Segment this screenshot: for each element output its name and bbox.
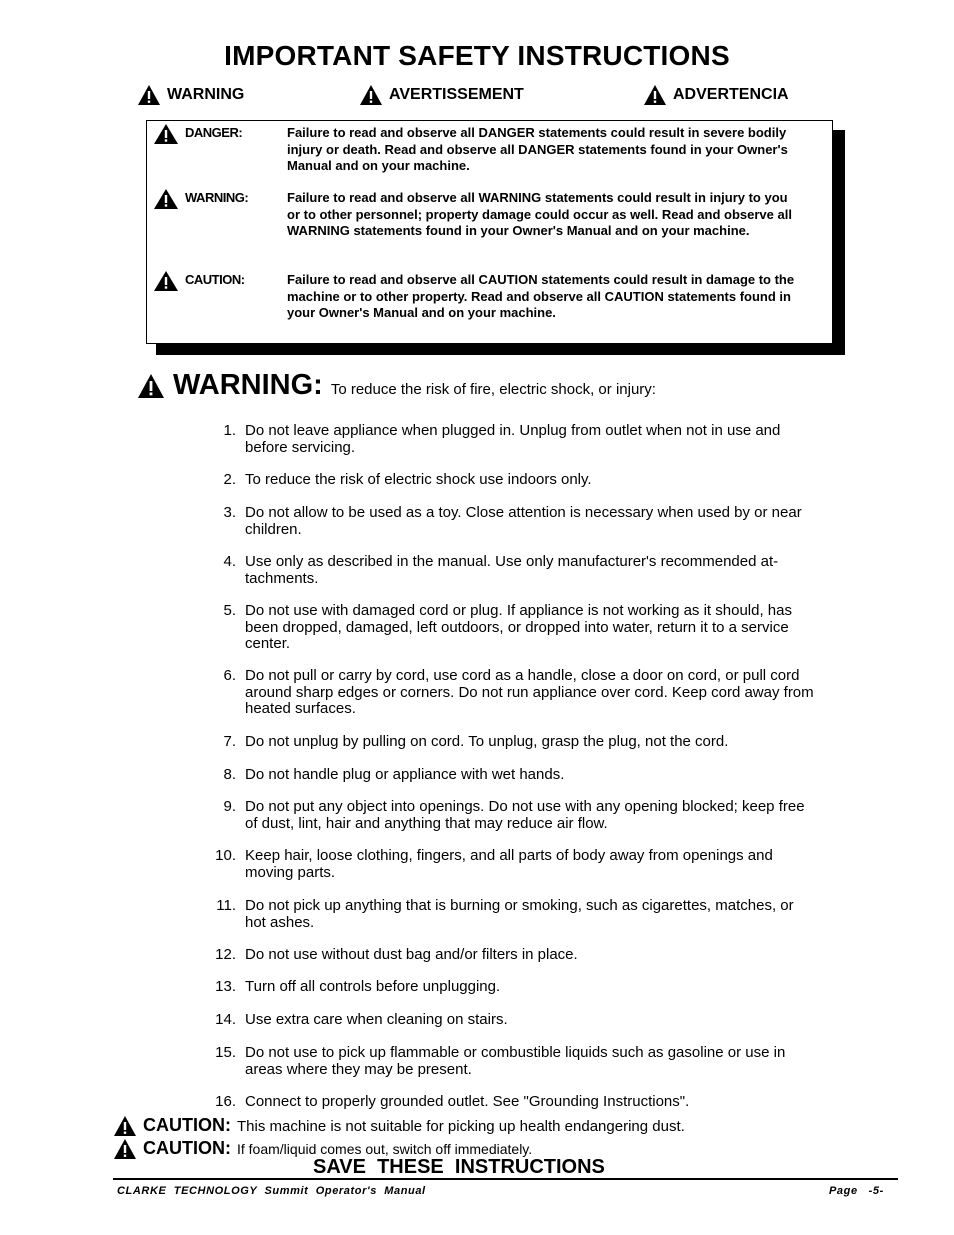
item-text: Keep hair, loose clothing, fingers, and all parts of body away from openings and moving parts. xyxy=(245,847,773,881)
warning-triangle-icon xyxy=(113,1138,137,1160)
warning-triangle-icon xyxy=(153,123,179,145)
item-number: 13. xyxy=(215,978,236,995)
item-text: Use extra care when cleaning on stairs. xyxy=(245,1011,508,1028)
item-number: 9. xyxy=(223,798,236,815)
item-number: 4. xyxy=(223,553,236,570)
item-number: 5. xyxy=(223,602,236,619)
item-number: 14. xyxy=(215,1011,236,1028)
item-number: 6. xyxy=(223,667,236,684)
item-text: Do not leave appliance when plugged in. Unplug from outlet when not in use and before servicing. xyxy=(245,422,781,456)
warning-heading-label: WARNING: xyxy=(173,369,323,401)
header-warning-label: WARNING xyxy=(167,86,245,103)
item-number: 12. xyxy=(215,946,236,963)
footer-left: CLARKE TECHNOLOGY Summit Operator's Manual xyxy=(117,1185,426,1197)
item-number: 16. xyxy=(215,1093,236,1110)
item-text: Do not handle plug or appliance with wet hands. xyxy=(245,766,565,783)
danger-text: Failure to read and observe all DANGER statements could result in severe bodily injury or death. Read and observe all DANGER statements found in your Owner's Manual and on your machine. xyxy=(287,125,788,173)
item-number: 8. xyxy=(223,766,236,783)
definitions-box xyxy=(146,120,833,344)
item-text: Use only as described in the manual. Use only manufacturer's recommended at-tachments. xyxy=(245,553,779,587)
header-advertencia xyxy=(643,84,789,106)
warning-label: WARNING: xyxy=(185,190,249,205)
caution-label: CAUTION: xyxy=(143,1138,231,1158)
caution-text: If foam/liquid comes out, switch off immediately. xyxy=(237,1141,533,1157)
item-text: Do not use without dust bag and/or filters in place. xyxy=(245,946,578,963)
danger-label: DANGER: xyxy=(185,125,243,140)
item-number: 15. xyxy=(215,1044,236,1061)
caution-text: Failure to read and observe all CAUTION statements could result in damage to the machine or to other property. Read and observe all CAUTION statements found in your Owner's Manual and on your machine. xyxy=(287,272,795,320)
caution-label: CAUTION: xyxy=(185,272,245,287)
item-text: Do not put any object into openings. Do not use with any opening blocked; keep free of dust, lint, hair and anything that may reduce air flow. xyxy=(245,798,805,832)
item-text: Connect to properly grounded outlet. See "Grounding Instructions". xyxy=(245,1093,690,1110)
header-warning xyxy=(137,84,244,106)
item-number: 1. xyxy=(223,422,236,439)
item-text: Do not pull or carry by cord, use cord as a handle, close a door on cord, or pull cord around sharp edges or corners. Do not run appliance over cord. Keep cord away from heated surfaces. xyxy=(245,667,814,717)
item-number: 10. xyxy=(215,847,236,864)
item-text: Do not pick up anything that is burning or smoking, such as cigarettes, matches, or hot ashes. xyxy=(245,897,794,931)
caution-label: CAUTION: xyxy=(143,1115,231,1135)
item-text: Turn off all controls before unplugging. xyxy=(245,978,501,995)
item-text: Do not use with damaged cord or plug. If appliance is not working as it should, has been dropped, damaged, left outdoors, or dropped into water, return it to a service center. xyxy=(245,602,792,652)
warning-triangle-icon xyxy=(153,270,179,292)
warning-heading-text: To reduce the risk of fire, electric shock, or injury: xyxy=(330,381,656,398)
item-number: 7. xyxy=(223,733,236,750)
caution-text: This machine is not suitable for picking up health endangering dust. xyxy=(237,1118,685,1135)
warning-triangle-icon xyxy=(359,84,383,106)
header-avertissement-label: AVERTISSEMENT xyxy=(389,86,524,103)
warning-triangle-icon xyxy=(137,373,165,399)
warning-triangle-icon xyxy=(113,1115,137,1137)
item-number: 2. xyxy=(223,471,236,488)
warning-triangle-icon xyxy=(153,188,179,210)
warning-triangle-icon xyxy=(643,84,667,106)
item-number: 11. xyxy=(216,897,236,914)
item-text: Do not allow to be used as a toy. Close attention is necessary when used by or near children. xyxy=(245,504,802,538)
warning-text: Failure to read and observe all WARNING statements could result in injury to you or to other personnel; property damage could occur as well. Read and observe all WARNING statements found in your Owner's Manual and on your machine. xyxy=(287,190,792,238)
warning-heading xyxy=(137,369,656,402)
header-advertencia-label: ADVERTENCIA xyxy=(673,86,789,103)
item-text: To reduce the risk of electric shock use indoors only. xyxy=(245,471,592,488)
page-number: Page -5- xyxy=(829,1185,884,1197)
page-title: IMPORTANT SAFETY INSTRUCTIONS xyxy=(224,40,730,71)
item-text: Do not unplug by pulling on cord. To unplug, grasp the plug, not the cord. xyxy=(245,733,729,750)
warning-triangle-icon xyxy=(137,84,161,106)
header-avertissement xyxy=(359,84,524,106)
save-instructions: SAVE THESE INSTRUCTIONS xyxy=(313,1156,605,1178)
footer-rule xyxy=(113,1178,898,1180)
caution-line-1 xyxy=(113,1115,685,1137)
item-text: Do not use to pick up flammable or combustible liquids such as gasoline or use in areas where they may be present. xyxy=(245,1044,786,1078)
item-number: 3. xyxy=(223,504,236,521)
